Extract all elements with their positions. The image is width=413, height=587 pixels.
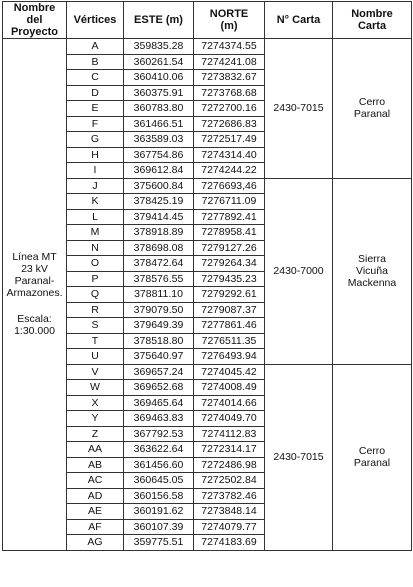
este-cell: 360410.06: [124, 70, 194, 86]
este-cell: 369465.64: [124, 395, 194, 411]
vertex-cell: F: [67, 116, 124, 132]
vertex-cell: T: [67, 333, 124, 349]
vertex-cell: S: [67, 318, 124, 334]
project-spacer: [3, 299, 66, 313]
norte-cell: 7273832.67: [194, 70, 265, 86]
vertex-cell: AB: [67, 457, 124, 473]
vertex-cell: AE: [67, 504, 124, 520]
este-cell: 375600.84: [124, 178, 194, 194]
norte-cell: 7274112.83: [194, 426, 265, 442]
norte-cell: 7273782.46: [194, 488, 265, 504]
nombre-carta-line: Sierra: [357, 253, 386, 265]
norte-cell: 7278958.41: [194, 225, 265, 241]
este-cell: 360375.91: [124, 85, 194, 101]
este-cell: 378918.89: [124, 225, 194, 241]
nombre-carta-line: Cerro: [358, 445, 386, 457]
norte-cell: 7277892.41: [194, 209, 265, 225]
vertex-cell: X: [67, 395, 124, 411]
este-cell: 369612.84: [124, 163, 194, 179]
project-name-line: Armazones.: [6, 287, 63, 300]
este-cell: 367754.86: [124, 147, 194, 163]
nombre-carta-line: Paranal: [353, 108, 391, 121]
norte-cell: 7272314.17: [194, 442, 265, 458]
vertex-cell: AD: [67, 488, 124, 504]
norte-cell: 7274244.22: [194, 163, 265, 179]
norte-cell: 7272486.98: [194, 457, 265, 473]
este-cell: 379079.50: [124, 302, 194, 318]
norte-cell: 7272686.83: [194, 116, 265, 132]
este-cell: 360261.54: [124, 54, 194, 70]
vertex-cell: C: [67, 70, 124, 86]
este-cell: 360191.62: [124, 504, 194, 520]
este-cell: 379414.45: [124, 209, 194, 225]
este-cell: 378698.08: [124, 240, 194, 256]
vertex-cell: N: [67, 240, 124, 256]
este-cell: 363589.03: [124, 132, 194, 148]
coordinates-table: [2, 1, 412, 551]
nombre-carta-line: Mackenna: [347, 277, 397, 289]
norte-cell: 7274241.08: [194, 54, 265, 70]
vertex-cell: B: [67, 54, 124, 70]
header-norte: NORTE (m): [194, 2, 265, 39]
vertex-cell: V: [67, 364, 124, 380]
este-cell: 361456.60: [124, 457, 194, 473]
project-cell: [3, 39, 67, 551]
header-nro-carta: N° Carta: [265, 2, 333, 39]
vertex-cell: L: [67, 209, 124, 225]
header-vertices: Vértices: [67, 2, 124, 39]
norte-cell: 7274183.69: [194, 535, 265, 551]
vertex-cell: U: [67, 349, 124, 365]
nombre-carta-line: Vicuña: [356, 265, 388, 277]
norte-cell: 7274314.40: [194, 147, 265, 163]
vertex-cell: AG: [67, 535, 124, 551]
nombre-carta-line: Cerro: [358, 96, 386, 109]
project-scale-line: 1:30.000: [14, 325, 55, 338]
project-name-line: Paranal-: [14, 275, 55, 288]
vertex-cell: I: [67, 163, 124, 179]
este-cell: 369657.24: [124, 364, 194, 380]
este-cell: 375640.97: [124, 349, 194, 365]
vertex-cell: R: [67, 302, 124, 318]
este-cell: 378425.19: [124, 194, 194, 210]
project-name-line: 23 kV: [21, 263, 48, 276]
norte-cell: 7279264.34: [194, 256, 265, 272]
project-scale-line: Escala:: [17, 313, 52, 326]
norte-cell: 7273848.14: [194, 504, 265, 520]
este-cell: 378811.10: [124, 287, 194, 303]
este-cell: 363622.64: [124, 442, 194, 458]
header-nombre-carta: Nombre Carta: [333, 2, 412, 39]
vertex-cell: Q: [67, 287, 124, 303]
vertex-cell: K: [67, 194, 124, 210]
nombre-carta-cell: [333, 178, 412, 364]
nombre-carta-cell: [333, 39, 412, 179]
este-cell: 360645.05: [124, 473, 194, 489]
este-cell: 367792.53: [124, 426, 194, 442]
vertex-cell: P: [67, 271, 124, 287]
nro-carta-cell: 2430-7015: [265, 39, 333, 179]
este-cell: 378576.55: [124, 271, 194, 287]
vertex-cell: AA: [67, 442, 124, 458]
vertex-cell: J: [67, 178, 124, 194]
vertex-cell: AC: [67, 473, 124, 489]
vertex-cell: D: [67, 85, 124, 101]
vertex-cell: M: [67, 225, 124, 241]
este-cell: 360783.80: [124, 101, 194, 117]
nro-carta-cell: 2430-7015: [265, 364, 333, 550]
norte-cell: 7279435.23: [194, 271, 265, 287]
norte-cell: 7277861.46: [194, 318, 265, 334]
header-este: ESTE (m): [124, 2, 194, 39]
este-cell: 379649.39: [124, 318, 194, 334]
norte-cell: 7274079.77: [194, 519, 265, 535]
este-cell: 378518.80: [124, 333, 194, 349]
este-cell: 359775.51: [124, 535, 194, 551]
norte-cell: 7276711.09: [194, 194, 265, 210]
norte-cell: 7276493.94: [194, 349, 265, 365]
vertex-cell: H: [67, 147, 124, 163]
nombre-carta-cell: [333, 364, 412, 550]
vertex-cell: Y: [67, 411, 124, 427]
norte-cell: 7272502.84: [194, 473, 265, 489]
norte-cell: 7279127.26: [194, 240, 265, 256]
este-cell: 360156.58: [124, 488, 194, 504]
norte-cell: 7274008.49: [194, 380, 265, 396]
norte-cell: 7272517.49: [194, 132, 265, 148]
este-cell: 361466.51: [124, 116, 194, 132]
nro-carta-cell: 2430-7000: [265, 178, 333, 364]
vertex-cell: W: [67, 380, 124, 396]
vertex-cell: Z: [67, 426, 124, 442]
vertex-cell: G: [67, 132, 124, 148]
vertex-cell: O: [67, 256, 124, 272]
table-body: [3, 39, 412, 551]
norte-cell: 7274014.66: [194, 395, 265, 411]
norte-cell: 7274374.55: [194, 39, 265, 55]
norte-cell: 7279087.37: [194, 302, 265, 318]
vertex-cell: E: [67, 101, 124, 117]
nombre-carta-line: Paranal: [353, 457, 391, 469]
norte-cell: 7279292.61: [194, 287, 265, 303]
este-cell: 359835.28: [124, 39, 194, 55]
este-cell: 360107.39: [124, 519, 194, 535]
norte-cell: 7276693,46: [194, 178, 265, 194]
vertex-cell: AF: [67, 519, 124, 535]
este-cell: 369652.68: [124, 380, 194, 396]
table-row: [3, 39, 412, 55]
header-proyecto: Nombre del Proyecto: [3, 2, 67, 39]
vertex-cell: A: [67, 39, 124, 55]
norte-cell: 7273768.68: [194, 85, 265, 101]
norte-cell: 7276511.35: [194, 333, 265, 349]
norte-cell: 7274045.42: [194, 364, 265, 380]
este-cell: 378472.64: [124, 256, 194, 272]
norte-cell: 7274049.70: [194, 411, 265, 427]
norte-cell: 7272700.16: [194, 101, 265, 117]
este-cell: 369463.83: [124, 411, 194, 427]
project-name-line: Línea MT: [12, 251, 57, 264]
header-row: [3, 2, 412, 39]
